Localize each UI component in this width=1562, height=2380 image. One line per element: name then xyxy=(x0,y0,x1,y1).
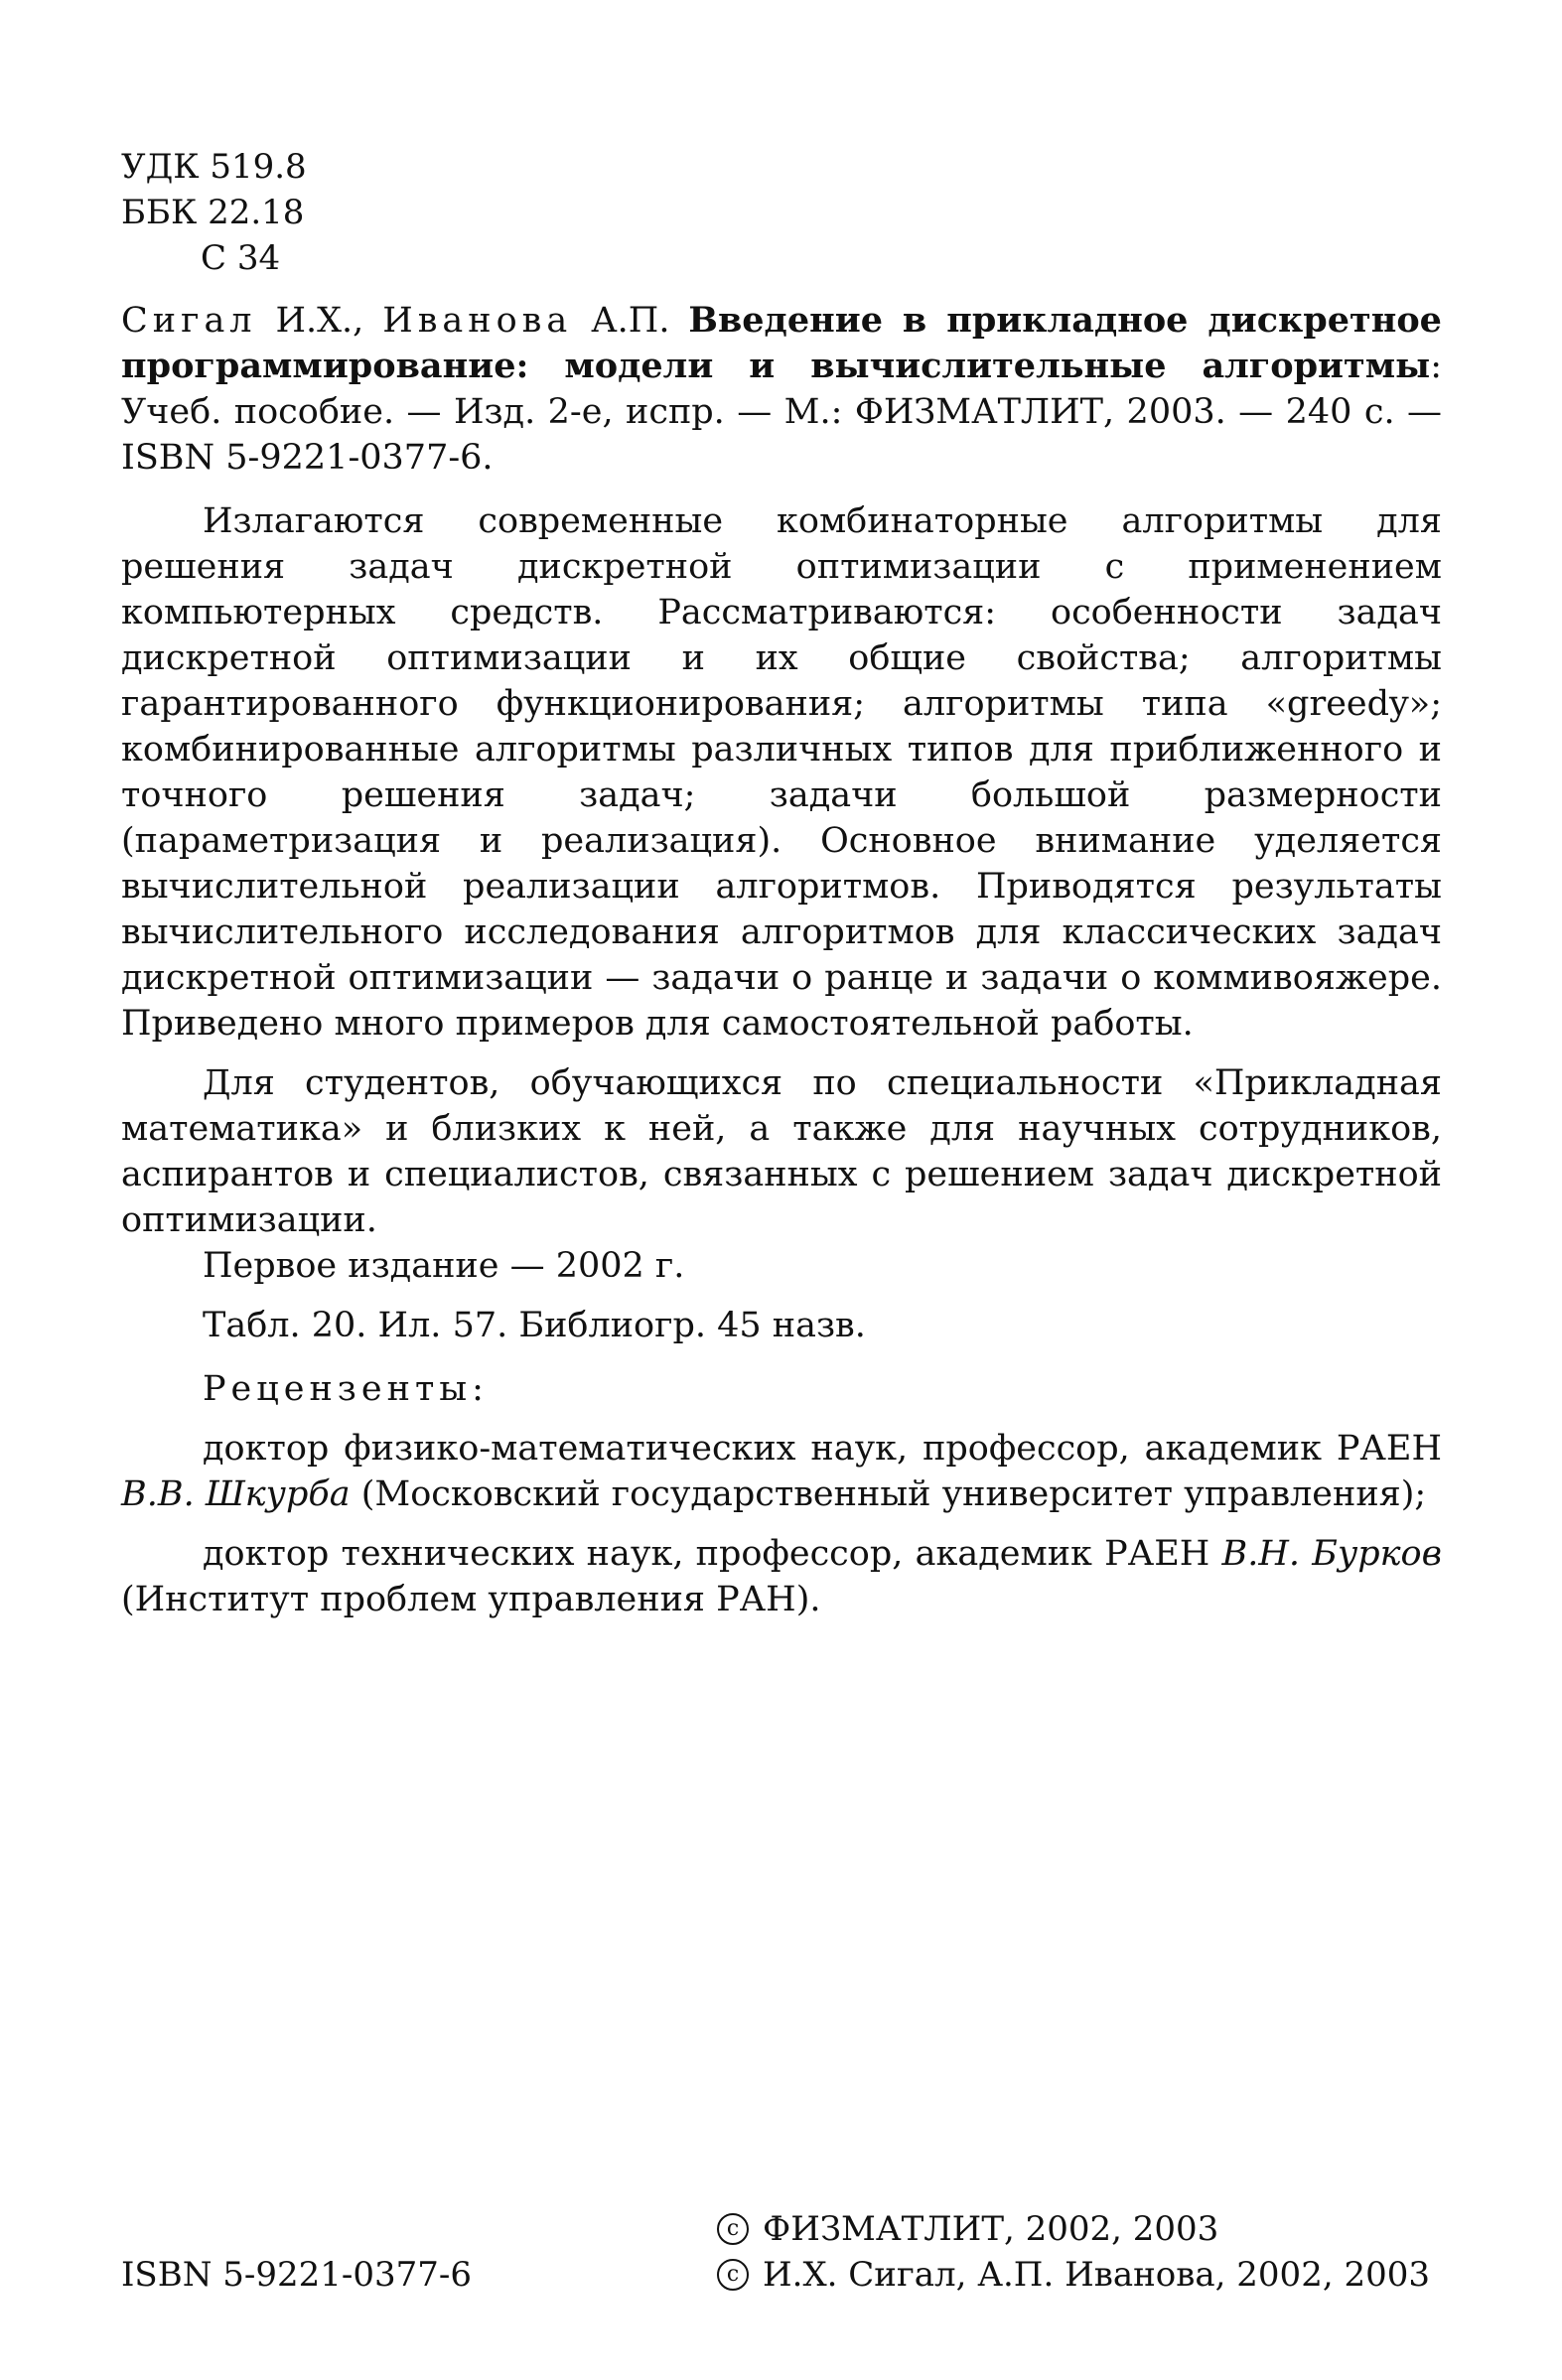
classification-block xyxy=(121,144,307,281)
publication-details: Учеб. пособие. — Изд. 2-е, испр. — М.: ФИЗМАТЛИТ, 2003. — 240 с. — ISBN 5-9221-0377-6. xyxy=(121,392,1442,478)
author-2-initials: А.П. xyxy=(591,301,670,341)
abstract-paragraph-1: Излагаются современные комбинаторные алгоритмы для решения задач дискретной оптимизации с применением компьютерных средств. Рассматриваются: особенности задач дискретной оптимизации и их общие свойства; алгоритмы гарантированного функционирования; алгоритмы типа «greedy»; комбинированные алгоритмы различных типов для приближенного и точного решения задач; задачи большой размерности (параметризация и реализация). Основное внимание уделяется вычислительной реализации алгоритмов. Приводятся результаты вычислительного исследования алгоритмов для классических задач дискретной оптимизации — задачи о ранце и задачи о коммивояжере. Приведено много примеров для самостоятельной работы. xyxy=(121,501,1442,1044)
catalog-code: С 34 xyxy=(201,238,281,278)
author-2-surname: Иванова xyxy=(382,301,573,341)
copyright-line-publisher xyxy=(717,2206,1430,2252)
title-colon: : xyxy=(1430,347,1442,386)
abstract-paragraph-2: Для студентов, обучающихся по специальности «Прикладная математика» и близких к ней, а также для научных сотрудников, аспирантов и специалистов, связанных с решением задач дискретной оптимизации. xyxy=(121,1063,1442,1240)
reviewer-2-lead: доктор технических наук, профессор, академик РАЕН xyxy=(203,1534,1210,1574)
isbn-number: ISBN 5-9221-0377-6 xyxy=(121,2255,473,2295)
reviewer-1-lead: доктор физико-математических наук, профессор, академик РАЕН xyxy=(203,1429,1442,1469)
copyright-line-authors xyxy=(717,2252,1430,2298)
book-title: Введение в прикладное дискретное программирование: модели и вычислительные алгоритмы xyxy=(121,300,1442,386)
copyright-block xyxy=(717,2206,1430,2298)
reviewers-heading xyxy=(121,1366,1442,1412)
copyright-authors: И.Х. Сигал, А.П. Иванова, 2002, 2003 xyxy=(763,2255,1430,2295)
reviewer-1 xyxy=(121,1426,1442,1517)
author-1-initials: И.Х., xyxy=(275,301,364,341)
reviewer-1-name: В.В. Шкурба xyxy=(121,1474,351,1514)
copyright-icon: c xyxy=(717,2213,749,2245)
book-stats: Табл. 20. Ил. 57. Библиогр. 45 назв. xyxy=(203,1306,866,1345)
copyright-icon: c xyxy=(717,2259,749,2291)
author-1-surname: Сигал xyxy=(121,301,257,341)
footer-block xyxy=(121,2206,1442,2306)
copyright-publisher: ФИЗМАТЛИТ, 2002, 2003 xyxy=(763,2209,1219,2249)
reviewer-1-affiliation: (Московский государственный университет управления); xyxy=(360,1474,1427,1514)
bbk-code: ББК 22.18 xyxy=(121,193,305,232)
reviewer-2-name: В.Н. Бурков xyxy=(1221,1534,1442,1574)
bibliographic-record xyxy=(121,298,1442,481)
reviewer-2 xyxy=(121,1531,1442,1622)
first-edition-note: Первое издание — 2002 г. xyxy=(203,1246,685,1286)
udk-code: УДК 519.8 xyxy=(121,147,307,187)
reviewers-heading-colon: : xyxy=(472,1369,484,1409)
reviewer-2-affiliation: (Институт проблем управления РАН). xyxy=(121,1580,821,1619)
abstract-block xyxy=(121,498,1442,1622)
reviewers-heading-label: Рецензенты xyxy=(203,1369,473,1409)
